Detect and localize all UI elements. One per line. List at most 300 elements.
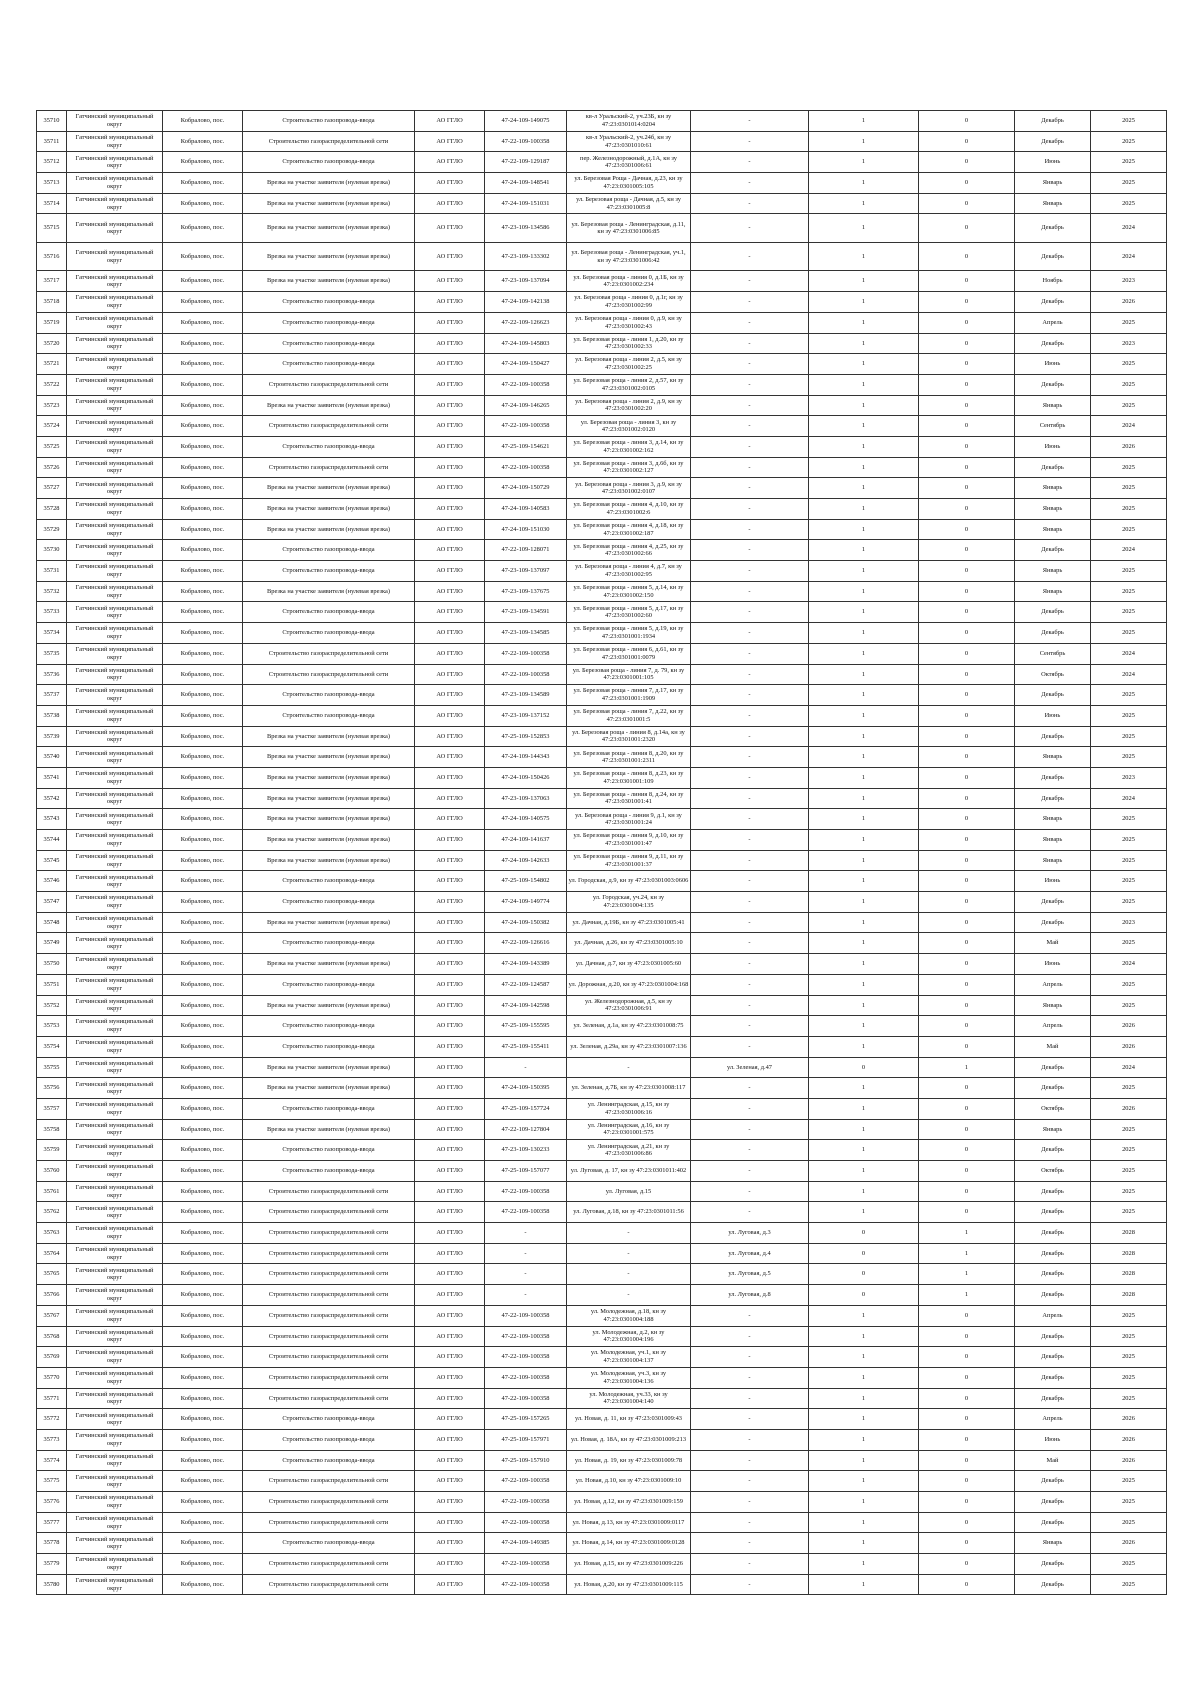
count-b-cell: 0 xyxy=(919,374,1015,395)
settlement-cell: Кобралово, пос. xyxy=(163,1202,243,1223)
table-row xyxy=(37,374,1167,395)
address-cell: - xyxy=(691,312,809,333)
row-number-cell: 35738 xyxy=(37,705,67,726)
settlement-cell: Кобралово, пос. xyxy=(163,767,243,788)
count-b-cell: 0 xyxy=(919,499,1015,520)
count-a-cell: 1 xyxy=(809,152,919,173)
address-cadastral-cell: ул. Городская, д.9, кн зу 47:23:0301003:0606 xyxy=(567,871,691,892)
district-cell: Гатчинский муниципальный округ xyxy=(67,561,163,582)
application-number-cell: 47-22-109-100358 xyxy=(485,457,567,478)
work-type-cell: Строительство газопровода-ввода xyxy=(243,933,415,954)
count-a-cell: 1 xyxy=(809,974,919,995)
work-type-cell: Строительство газопровода-ввода xyxy=(243,892,415,913)
address-cadastral-cell: - xyxy=(567,1223,691,1244)
application-number-cell: 47-22-109-100358 xyxy=(485,1512,567,1533)
count-b-cell: 1 xyxy=(919,1243,1015,1264)
address-cadastral-cell: ул. Березовая роща - линия 4, д.7, кн зу 47:23:0301002:95 xyxy=(567,561,691,582)
year-cell: 2024 xyxy=(1091,416,1167,437)
address-cadastral-cell: ул. Дачная, д.19Б, кн зу 47:23:0301005:41 xyxy=(567,912,691,933)
address-cadastral-cell: - xyxy=(567,1264,691,1285)
address-cadastral-cell: ул. Луговая, д.15 xyxy=(567,1181,691,1202)
count-b-cell: 0 xyxy=(919,685,1015,706)
work-type-cell: Строительство газопровода-ввода xyxy=(243,561,415,582)
count-b-cell: 0 xyxy=(919,1388,1015,1409)
address-cadastral-cell: ул. Березовая роща - линия 8, д.20, кн зу 47:23:0301001:2311 xyxy=(567,747,691,768)
organization-cell: АО ГГЛО xyxy=(415,1388,485,1409)
count-a-cell: 1 xyxy=(809,850,919,871)
address-cadastral-cell: ул. Зеленая, д.29а, кн зу 47:23:0301007:136 xyxy=(567,1036,691,1057)
count-a-cell: 1 xyxy=(809,830,919,851)
count-a-cell: 1 xyxy=(809,242,919,271)
table-row xyxy=(37,767,1167,788)
year-cell: 2025 xyxy=(1091,1471,1167,1492)
district-cell: Гатчинский муниципальный округ xyxy=(67,1264,163,1285)
settlement-cell: Кобралово, пос. xyxy=(163,436,243,457)
count-a-cell: 1 xyxy=(809,457,919,478)
district-cell: Гатчинский муниципальный округ xyxy=(67,726,163,747)
settlement-cell: Кобралово, пос. xyxy=(163,292,243,313)
count-b-cell: 0 xyxy=(919,871,1015,892)
table-row xyxy=(37,726,1167,747)
work-type-cell: Врезка на участке заявителя (нулевая врезка) xyxy=(243,767,415,788)
district-cell: Гатчинский муниципальный округ xyxy=(67,1533,163,1554)
address-cadastral-cell: ул. Березовая роща - Ленинградская, д.11, кн зу 47:23:0301006:85 xyxy=(567,214,691,243)
table-row xyxy=(37,1078,1167,1099)
settlement-cell: Кобралово, пос. xyxy=(163,912,243,933)
settlement-cell: Кобралово, пос. xyxy=(163,747,243,768)
district-cell: Гатчинский муниципальный округ xyxy=(67,374,163,395)
table-row xyxy=(37,995,1167,1016)
district-cell: Гатчинский муниципальный округ xyxy=(67,1223,163,1244)
address-cadastral-cell: ул. Березовая роща - линия 2, д.5, кн зу 47:23:0301002:25 xyxy=(567,354,691,375)
table-row xyxy=(37,499,1167,520)
year-cell: 2025 xyxy=(1091,519,1167,540)
year-cell: 2025 xyxy=(1091,850,1167,871)
settlement-cell: Кобралово, пос. xyxy=(163,1036,243,1057)
month-cell: Декабрь xyxy=(1015,111,1091,132)
row-number-cell: 35717 xyxy=(37,271,67,292)
district-cell: Гатчинский муниципальный округ xyxy=(67,242,163,271)
count-a-cell: 1 xyxy=(809,685,919,706)
year-cell: 2026 xyxy=(1091,1409,1167,1430)
year-cell: 2025 xyxy=(1091,1119,1167,1140)
month-cell: Сентябрь xyxy=(1015,643,1091,664)
table-row xyxy=(37,173,1167,194)
address-cadastral-cell: ул. Новая, д. 19, кн зу 47:23:0301009:78 xyxy=(567,1450,691,1471)
address-cell: - xyxy=(691,1429,809,1450)
application-number-cell: 47-22-109-100358 xyxy=(485,1202,567,1223)
district-cell: Гатчинский муниципальный округ xyxy=(67,892,163,913)
table-row xyxy=(37,705,1167,726)
table-row xyxy=(37,1388,1167,1409)
count-b-cell: 0 xyxy=(919,1347,1015,1368)
count-a-cell: 1 xyxy=(809,581,919,602)
count-b-cell: 0 xyxy=(919,1429,1015,1450)
organization-cell: АО ГГЛО xyxy=(415,830,485,851)
district-cell: Гатчинский муниципальный округ xyxy=(67,1409,163,1430)
address-cadastral-cell: ул. Городская, уч.24, кн зу 47:23:0301004:135 xyxy=(567,892,691,913)
address-cadastral-cell: ул. Березовая роща - линия 0, д.1Б, кн зу 47:23:0301002:234 xyxy=(567,271,691,292)
year-cell: 2026 xyxy=(1091,292,1167,313)
application-number-cell: 47-22-109-100358 xyxy=(485,664,567,685)
count-b-cell: 0 xyxy=(919,111,1015,132)
district-cell: Гатчинский муниципальный округ xyxy=(67,788,163,809)
address-cell: - xyxy=(691,995,809,1016)
address-cadastral-cell: ул. Березовая роща - линия 7, д.17, кн зу 47:23:0301001:1909 xyxy=(567,685,691,706)
application-number-cell: 47-25-109-155411 xyxy=(485,1036,567,1057)
organization-cell: АО ГГЛО xyxy=(415,1119,485,1140)
organization-cell: АО ГГЛО xyxy=(415,214,485,243)
address-cadastral-cell: ул. Зеленая, д.7Б, кн зу 47:23:0301008:117 xyxy=(567,1078,691,1099)
application-number-cell: 47-24-109-150426 xyxy=(485,767,567,788)
count-b-cell: 1 xyxy=(919,1285,1015,1306)
year-cell: 2025 xyxy=(1091,312,1167,333)
organization-cell: АО ГГЛО xyxy=(415,561,485,582)
district-cell: Гатчинский муниципальный округ xyxy=(67,643,163,664)
address-cell: - xyxy=(691,1016,809,1037)
application-number-cell: 47-25-109-157724 xyxy=(485,1098,567,1119)
address-cadastral-cell: ул. Новая, д.15, кн зу 47:23:0301009:226 xyxy=(567,1554,691,1575)
month-cell: Декабрь xyxy=(1015,292,1091,313)
year-cell: 2025 xyxy=(1091,374,1167,395)
year-cell: 2025 xyxy=(1091,1492,1167,1513)
organization-cell: АО ГГЛО xyxy=(415,643,485,664)
address-cell: - xyxy=(691,1533,809,1554)
table-row xyxy=(37,333,1167,354)
row-number-cell: 35760 xyxy=(37,1161,67,1182)
row-number-cell: 35756 xyxy=(37,1078,67,1099)
application-number-cell: 47-25-109-157265 xyxy=(485,1409,567,1430)
organization-cell: АО ГГЛО xyxy=(415,312,485,333)
month-cell: Июнь xyxy=(1015,354,1091,375)
year-cell: 2025 xyxy=(1091,1181,1167,1202)
year-cell: 2025 xyxy=(1091,111,1167,132)
work-type-cell: Врезка на участке заявителя (нулевая врезка) xyxy=(243,581,415,602)
work-type-cell: Строительство газораспределительной сети xyxy=(243,374,415,395)
row-number-cell: 35766 xyxy=(37,1285,67,1306)
organization-cell: АО ГГЛО xyxy=(415,436,485,457)
year-cell: 2023 xyxy=(1091,767,1167,788)
month-cell: Декабрь xyxy=(1015,1057,1091,1078)
application-number-cell: 47-25-109-154621 xyxy=(485,436,567,457)
count-a-cell: 1 xyxy=(809,1305,919,1326)
address-cell: - xyxy=(691,1098,809,1119)
count-a-cell: 1 xyxy=(809,1161,919,1182)
organization-cell: АО ГГЛО xyxy=(415,131,485,152)
organization-cell: АО ГГЛО xyxy=(415,416,485,437)
application-number-cell: 47-24-109-140583 xyxy=(485,499,567,520)
table-row xyxy=(37,1533,1167,1554)
year-cell: 2023 xyxy=(1091,912,1167,933)
month-cell: Декабрь xyxy=(1015,374,1091,395)
district-cell: Гатчинский муниципальный округ xyxy=(67,1098,163,1119)
table-body xyxy=(37,111,1167,1595)
application-number-cell: 47-24-109-148541 xyxy=(485,173,567,194)
count-b-cell: 1 xyxy=(919,1057,1015,1078)
row-number-cell: 35711 xyxy=(37,131,67,152)
address-cell: - xyxy=(691,1554,809,1575)
count-b-cell: 0 xyxy=(919,242,1015,271)
count-b-cell: 0 xyxy=(919,1181,1015,1202)
address-cadastral-cell: ул. Березовая роща - линия 8, д.14а, кн зу 47:23:0301001:2320 xyxy=(567,726,691,747)
address-cell: - xyxy=(691,830,809,851)
table-row xyxy=(37,478,1167,499)
address-cell: - xyxy=(691,374,809,395)
count-b-cell: 0 xyxy=(919,1036,1015,1057)
organization-cell: АО ГГЛО xyxy=(415,1574,485,1595)
organization-cell: АО ГГЛО xyxy=(415,767,485,788)
district-cell: Гатчинский муниципальный округ xyxy=(67,1388,163,1409)
year-cell: 2028 xyxy=(1091,1223,1167,1244)
organization-cell: АО ГГЛО xyxy=(415,1243,485,1264)
year-cell: 2023 xyxy=(1091,271,1167,292)
settlement-cell: Кобралово, пос. xyxy=(163,1223,243,1244)
row-number-cell: 35719 xyxy=(37,312,67,333)
address-cell: - xyxy=(691,602,809,623)
table-row xyxy=(37,1450,1167,1471)
organization-cell: АО ГГЛО xyxy=(415,850,485,871)
application-number-cell: 47-22-109-100358 xyxy=(485,1554,567,1575)
month-cell: Январь xyxy=(1015,395,1091,416)
address-cell: - xyxy=(691,1161,809,1182)
count-a-cell: 1 xyxy=(809,1098,919,1119)
address-cell: - xyxy=(691,747,809,768)
count-a-cell: 1 xyxy=(809,292,919,313)
district-cell: Гатчинский муниципальный округ xyxy=(67,312,163,333)
count-a-cell: 1 xyxy=(809,912,919,933)
count-b-cell: 0 xyxy=(919,478,1015,499)
address-cadastral-cell: ул. Березовая роща - линия 9, д.10, кн зу 47:23:0301001:47 xyxy=(567,830,691,851)
address-cadastral-cell: - xyxy=(567,1057,691,1078)
work-type-cell: Врезка на участке заявителя (нулевая врезка) xyxy=(243,850,415,871)
address-cadastral-cell: ул. Новая, д. 11, кн зу 47:23:0301009:43 xyxy=(567,1409,691,1430)
organization-cell: АО ГГЛО xyxy=(415,1036,485,1057)
settlement-cell: Кобралово, пос. xyxy=(163,1429,243,1450)
work-type-cell: Строительство газопровода-ввода xyxy=(243,1016,415,1037)
address-cadastral-cell: - xyxy=(567,1243,691,1264)
count-b-cell: 0 xyxy=(919,1119,1015,1140)
organization-cell: АО ГГЛО xyxy=(415,1181,485,1202)
year-cell: 2025 xyxy=(1091,581,1167,602)
count-a-cell: 0 xyxy=(809,1264,919,1285)
table-row xyxy=(37,193,1167,214)
organization-cell: АО ГГЛО xyxy=(415,685,485,706)
application-number-cell: 47-23-109-133302 xyxy=(485,242,567,271)
table-row xyxy=(37,747,1167,768)
settlement-cell: Кобралово, пос. xyxy=(163,540,243,561)
row-number-cell: 35780 xyxy=(37,1574,67,1595)
year-cell: 2025 xyxy=(1091,1347,1167,1368)
work-type-cell: Врезка на участке заявителя (нулевая врезка) xyxy=(243,788,415,809)
district-cell: Гатчинский муниципальный округ xyxy=(67,1367,163,1388)
settlement-cell: Кобралово, пос. xyxy=(163,152,243,173)
table-row xyxy=(37,1367,1167,1388)
application-number-cell: 47-25-109-155595 xyxy=(485,1016,567,1037)
month-cell: Январь xyxy=(1015,809,1091,830)
address-cadastral-cell: ул. Молодежная, д.18, кн зу 47:23:0301004:188 xyxy=(567,1305,691,1326)
work-type-cell: Строительство газораспределительной сети xyxy=(243,1471,415,1492)
address-cadastral-cell: ул. Березовая роща - линия 2, д.57, кн зу 47:23:0301002:0105 xyxy=(567,374,691,395)
count-b-cell: 0 xyxy=(919,664,1015,685)
district-cell: Гатчинский муниципальный округ xyxy=(67,1140,163,1161)
count-b-cell: 0 xyxy=(919,767,1015,788)
table-row xyxy=(37,664,1167,685)
address-cell: - xyxy=(691,1119,809,1140)
count-b-cell: 0 xyxy=(919,912,1015,933)
settlement-cell: Кобралово, пос. xyxy=(163,1574,243,1595)
settlement-cell: Кобралово, пос. xyxy=(163,643,243,664)
year-cell: 2025 xyxy=(1091,1140,1167,1161)
address-cell: - xyxy=(691,581,809,602)
address-cell: - xyxy=(691,1305,809,1326)
count-a-cell: 1 xyxy=(809,954,919,975)
year-cell: 2026 xyxy=(1091,1036,1167,1057)
work-type-cell: Врезка на участке заявителя (нулевая врезка) xyxy=(243,193,415,214)
work-type-cell: Строительство газопровода-ввода xyxy=(243,111,415,132)
address-cell: - xyxy=(691,1140,809,1161)
district-cell: Гатчинский муниципальный округ xyxy=(67,1202,163,1223)
application-number-cell: 47-24-109-149385 xyxy=(485,1533,567,1554)
count-b-cell: 0 xyxy=(919,561,1015,582)
district-cell: Гатчинский муниципальный округ xyxy=(67,1492,163,1513)
month-cell: Декабрь xyxy=(1015,1285,1091,1306)
year-cell: 2025 xyxy=(1091,726,1167,747)
month-cell: Декабрь xyxy=(1015,540,1091,561)
row-number-cell: 35769 xyxy=(37,1347,67,1368)
count-b-cell: 0 xyxy=(919,954,1015,975)
row-number-cell: 35751 xyxy=(37,974,67,995)
application-number-cell: 47-25-109-157910 xyxy=(485,1450,567,1471)
address-cell: - xyxy=(691,561,809,582)
count-a-cell: 1 xyxy=(809,809,919,830)
application-number-cell: 47-24-109-142633 xyxy=(485,850,567,871)
count-a-cell: 1 xyxy=(809,540,919,561)
organization-cell: АО ГГЛО xyxy=(415,1305,485,1326)
work-type-cell: Строительство газораспределительной сети xyxy=(243,1388,415,1409)
district-cell: Гатчинский муниципальный округ xyxy=(67,1161,163,1182)
year-cell: 2025 xyxy=(1091,1161,1167,1182)
work-type-cell: Строительство газораспределительной сети xyxy=(243,643,415,664)
organization-cell: АО ГГЛО xyxy=(415,152,485,173)
row-number-cell: 35741 xyxy=(37,767,67,788)
application-number-cell: 47-23-109-137675 xyxy=(485,581,567,602)
application-number-cell: 47-24-109-149774 xyxy=(485,892,567,913)
count-b-cell: 0 xyxy=(919,705,1015,726)
row-number-cell: 35742 xyxy=(37,788,67,809)
count-b-cell: 0 xyxy=(919,1574,1015,1595)
application-number-cell: 47-24-109-142598 xyxy=(485,995,567,1016)
application-number-cell: 47-25-109-157077 xyxy=(485,1161,567,1182)
application-number-cell: 47-22-109-100358 xyxy=(485,1181,567,1202)
year-cell: 2026 xyxy=(1091,1016,1167,1037)
application-number-cell: - xyxy=(485,1243,567,1264)
count-b-cell: 0 xyxy=(919,726,1015,747)
organization-cell: АО ГГЛО xyxy=(415,1223,485,1244)
application-number-cell: - xyxy=(485,1057,567,1078)
count-b-cell: 0 xyxy=(919,1161,1015,1182)
district-cell: Гатчинский муниципальный округ xyxy=(67,131,163,152)
table-row xyxy=(37,540,1167,561)
application-number-cell: 47-25-109-152853 xyxy=(485,726,567,747)
row-number-cell: 35778 xyxy=(37,1533,67,1554)
year-cell: 2028 xyxy=(1091,1243,1167,1264)
address-cadastral-cell: ул. Зеленая, д.1а, кн зу 47:23:0301008:75 xyxy=(567,1016,691,1037)
application-number-cell: 47-23-109-137094 xyxy=(485,271,567,292)
work-type-cell: Врезка на участке заявителя (нулевая врезка) xyxy=(243,1119,415,1140)
month-cell: Декабрь xyxy=(1015,1264,1091,1285)
work-type-cell: Строительство газораспределительной сети xyxy=(243,1367,415,1388)
work-type-cell: Строительство газораспределительной сети xyxy=(243,457,415,478)
table-row xyxy=(37,933,1167,954)
settlement-cell: Кобралово, пос. xyxy=(163,111,243,132)
count-a-cell: 1 xyxy=(809,933,919,954)
address-cell: - xyxy=(691,767,809,788)
district-cell: Гатчинский муниципальный округ xyxy=(67,581,163,602)
application-number-cell: 47-22-109-100358 xyxy=(485,1388,567,1409)
address-cell: - xyxy=(691,1036,809,1057)
district-cell: Гатчинский муниципальный округ xyxy=(67,767,163,788)
district-cell: Гатчинский муниципальный округ xyxy=(67,540,163,561)
settlement-cell: Кобралово, пос. xyxy=(163,416,243,437)
count-a-cell: 1 xyxy=(809,602,919,623)
work-type-cell: Строительство газопровода-ввода xyxy=(243,623,415,644)
table-row xyxy=(37,1305,1167,1326)
work-type-cell: Строительство газораспределительной сети xyxy=(243,1492,415,1513)
count-b-cell: 0 xyxy=(919,1305,1015,1326)
organization-cell: АО ГГЛО xyxy=(415,1409,485,1430)
table-row xyxy=(37,1119,1167,1140)
organization-cell: АО ГГЛО xyxy=(415,747,485,768)
table-row xyxy=(37,830,1167,851)
count-a-cell: 1 xyxy=(809,1078,919,1099)
district-cell: Гатчинский муниципальный округ xyxy=(67,809,163,830)
address-cadastral-cell: ул. Луговая, д. 17, кн зу 47:23:0301011:402 xyxy=(567,1161,691,1182)
row-number-cell: 35739 xyxy=(37,726,67,747)
year-cell: 2025 xyxy=(1091,1202,1167,1223)
settlement-cell: Кобралово, пос. xyxy=(163,871,243,892)
count-a-cell: 1 xyxy=(809,1181,919,1202)
table-row xyxy=(37,152,1167,173)
work-type-cell: Врезка на участке заявителя (нулевая врезка) xyxy=(243,499,415,520)
table-row xyxy=(37,892,1167,913)
table-row xyxy=(37,312,1167,333)
work-type-cell: Врезка на участке заявителя (нулевая врезка) xyxy=(243,1057,415,1078)
work-type-cell: Строительство газопровода-ввода xyxy=(243,705,415,726)
organization-cell: АО ГГЛО xyxy=(415,1533,485,1554)
address-cadastral-cell: - xyxy=(567,1285,691,1306)
district-cell: Гатчинский муниципальный округ xyxy=(67,747,163,768)
count-b-cell: 0 xyxy=(919,1016,1015,1037)
application-number-cell: 47-24-109-144343 xyxy=(485,747,567,768)
work-type-cell: Строительство газопровода-ввода xyxy=(243,312,415,333)
count-b-cell: 0 xyxy=(919,436,1015,457)
address-cadastral-cell: ул. Березовая роща - линия 5, д.19, кн зу 47:23:0301001:1934 xyxy=(567,623,691,644)
row-number-cell: 35715 xyxy=(37,214,67,243)
district-cell: Гатчинский муниципальный округ xyxy=(67,995,163,1016)
settlement-cell: Кобралово, пос. xyxy=(163,705,243,726)
organization-cell: АО ГГЛО xyxy=(415,193,485,214)
count-a-cell: 0 xyxy=(809,1243,919,1264)
month-cell: Декабрь xyxy=(1015,1367,1091,1388)
year-cell: 2025 xyxy=(1091,478,1167,499)
work-type-cell: Врезка на участке заявителя (нулевая врезка) xyxy=(243,809,415,830)
organization-cell: АО ГГЛО xyxy=(415,1429,485,1450)
organization-cell: АО ГГЛО xyxy=(415,1161,485,1182)
year-cell: 2026 xyxy=(1091,1533,1167,1554)
address-cadastral-cell: ул. Березовая роща - линия 9, д.1, кн зу 47:23:0301001:24 xyxy=(567,809,691,830)
district-cell: Гатчинский муниципальный округ xyxy=(67,685,163,706)
count-b-cell: 0 xyxy=(919,602,1015,623)
